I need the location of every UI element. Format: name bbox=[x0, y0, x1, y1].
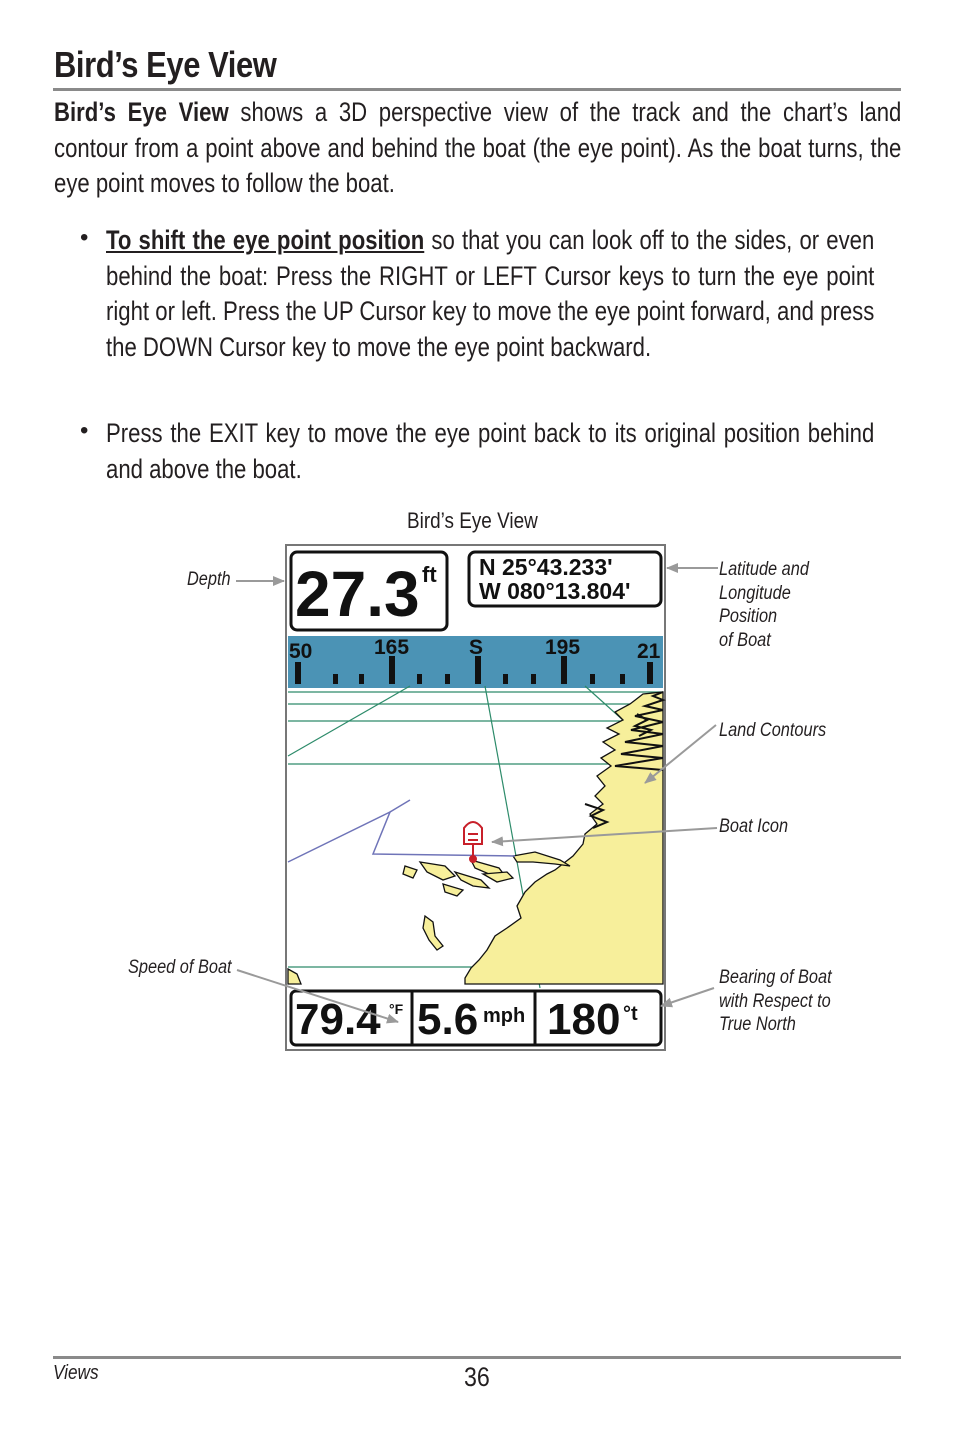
bullet-marker-2: • bbox=[80, 417, 89, 444]
intro-text: shows a 3D perspective view of the track and the chart’s land contour from a point above and behind the boat (the eye point). As the boat turns, the eye point moves to follow the boat. bbox=[54, 97, 902, 198]
water-temp-unit: °F bbox=[389, 1001, 404, 1017]
speed-unit: mph bbox=[483, 1005, 526, 1027]
longitude-value: W 080°13.804' bbox=[479, 578, 631, 604]
bullet-item-2 bbox=[106, 416, 874, 487]
callout-latlon: Latitude and Longitude Position of Boat bbox=[719, 559, 809, 651]
depth-unit: ft bbox=[422, 562, 437, 587]
bullet-text-2: Press the EXIT key to move the eye point back to its original position behind and above the boat. bbox=[106, 418, 875, 484]
callout-speed: Speed of Boat bbox=[128, 957, 232, 978]
intro-paragraph bbox=[54, 95, 901, 202]
birds-eye-screen bbox=[285, 544, 666, 1051]
footer-rule bbox=[53, 1356, 901, 1359]
compass-label-s: S bbox=[469, 636, 484, 659]
latitude-value: N 25°43.233' bbox=[479, 554, 613, 580]
bullet-item-1 bbox=[106, 223, 874, 365]
water-temp-value: 79.4 bbox=[295, 995, 381, 1044]
compass-label-21: 21 bbox=[637, 640, 661, 663]
bullet-lead-1: To shift the eye point position bbox=[106, 225, 425, 255]
callout-boat-icon: Boat Icon bbox=[719, 816, 789, 837]
compass-label-195: 195 bbox=[545, 636, 581, 659]
bearing-value: 180 bbox=[547, 995, 621, 1044]
bearing-unit: °t bbox=[623, 1003, 638, 1025]
bullet-marker-1: • bbox=[80, 224, 89, 251]
speed-value: 5.6 bbox=[417, 995, 479, 1044]
page-number: 36 bbox=[464, 1362, 490, 1392]
compass-label-50: 50 bbox=[289, 640, 313, 663]
compass-label-165: 165 bbox=[374, 636, 410, 659]
figure-caption: Bird’s Eye View bbox=[407, 508, 538, 533]
intro-lead: Bird’s Eye View bbox=[54, 97, 229, 127]
callout-depth: Depth bbox=[187, 569, 231, 590]
depth-value: 27.3 bbox=[295, 558, 420, 630]
arrow-bearing bbox=[661, 988, 714, 1006]
callout-land-contours: Land Contours bbox=[719, 720, 827, 741]
bullet-text-1: so that you can look off to the sides, or even behind the boat: Press the RIGHT or LEFT Cursor keys to turn the eye point right or left. Press the UP Cursor key to move the eye point forward, and press the DOWN Cursor key to move the eye point backward. bbox=[106, 225, 875, 362]
footer-section: Views bbox=[53, 1362, 99, 1384]
page-title: Bird’s Eye View bbox=[54, 44, 277, 85]
callout-bearing: Bearing of Boat with Respect to True North bbox=[719, 967, 832, 1035]
title-rule bbox=[53, 88, 901, 91]
